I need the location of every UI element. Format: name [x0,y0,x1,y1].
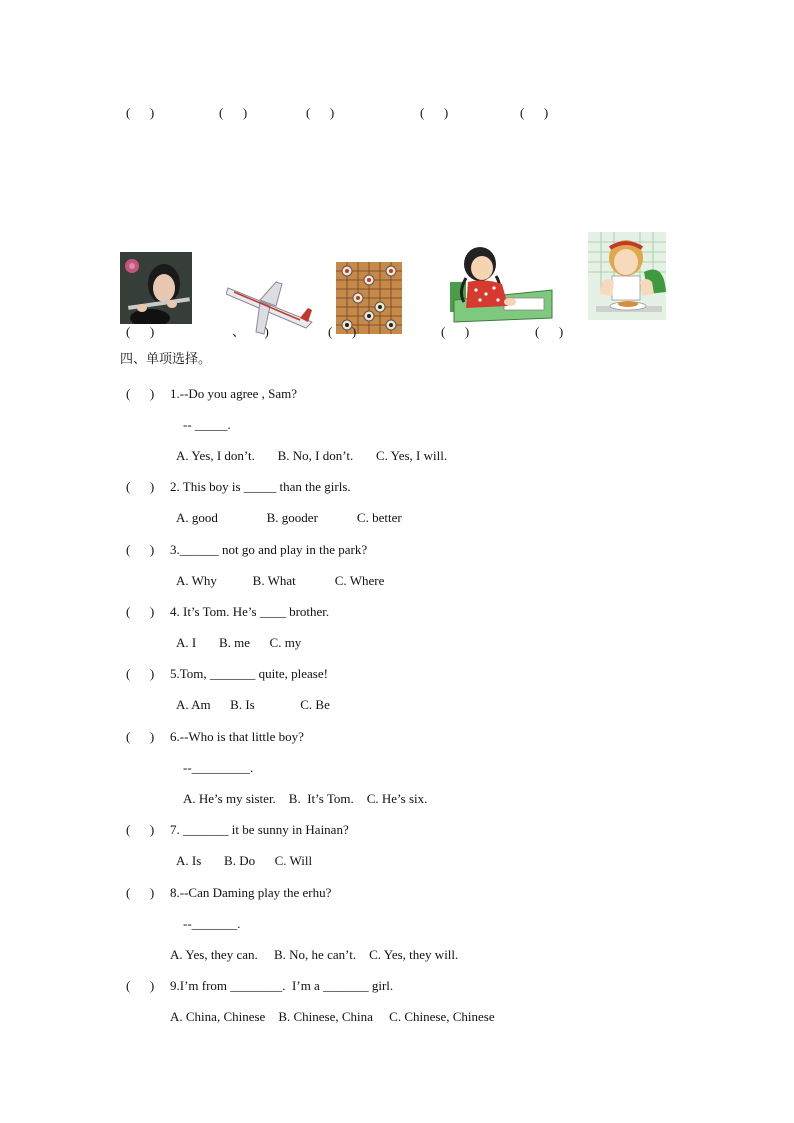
answer-blank[interactable]: ( ) [126,479,155,494]
question-stem: 8.--Can Daming play the erhu? [170,885,332,900]
question-options: A. I B. me C. my [176,635,302,650]
answer-blank[interactable]: ( ) [126,324,155,339]
answer-blank[interactable]: ( ) [520,105,549,120]
question-options: A. good B. gooder C. better [176,510,402,525]
answer-blank[interactable]: ( ) [126,978,155,993]
question-stem: 2. This boy is _____ than the girls. [170,479,351,494]
question-stem: 4. It’s Tom. He’s ____ brother. [170,604,330,619]
question-options: A. Is B. Do C. Will [176,853,313,868]
question-options: A. Am B. Is C. Be [176,697,330,712]
girl-writing-icon [444,242,554,324]
section-title: 四、单项选择。 [120,352,212,367]
answer-blank[interactable]: ( ) [126,822,155,837]
question-reply: --_________. [183,760,254,775]
answer-blank[interactable]: ( ) [328,324,357,339]
boy-eating-icon [588,232,666,320]
answer-blank[interactable]: ( ) [126,386,155,401]
answer-blank[interactable]: ( ) [126,729,155,744]
answer-blank[interactable]: ( ) [306,105,335,120]
question-stem: 7. _______ it be sunny in Hainan? [170,822,349,837]
answer-blank[interactable]: ( ) [535,324,564,339]
answer-blank[interactable]: ( ) [219,105,248,120]
question-options: A. Yes, I don’t. B. No, I don’t. C. Yes, I will. [176,448,448,463]
question-stem: 3.______ not go and play in the park? [170,542,368,557]
answer-blank[interactable]: ( ) [420,105,449,120]
question-reply: --_______. [183,916,241,931]
answer-blank[interactable]: 、 ) [232,324,269,339]
answer-blank[interactable]: ( ) [126,666,155,681]
answer-blank[interactable]: ( ) [126,604,155,619]
answer-blank[interactable]: ( ) [441,324,470,339]
question-options: A. He’s my sister. B. It’s Tom. C. He’s six. [183,791,428,806]
question-stem: 6.--Who is that little boy? [170,729,304,744]
flute-player-icon [120,252,192,324]
question-reply: -- _____. [183,417,231,432]
question-options: A. Why B. What C. Where [176,573,385,588]
answer-blank[interactable]: ( ) [126,542,155,557]
question-stem: 5.Tom, _______ quite, please! [170,666,328,681]
question-options: A. Yes, they can. B. No, he can’t. C. Yes, they will. [170,947,459,962]
question-stem: 9.I’m from ________. I’m a _______ girl. [170,978,394,993]
answer-blank[interactable]: ( ) [126,885,155,900]
answer-blank[interactable]: ( ) [126,105,155,120]
question-stem: 1.--Do you agree , Sam? [170,386,298,401]
question-options: A. China, Chinese B. Chinese, China C. Chinese, Chinese [170,1009,495,1024]
